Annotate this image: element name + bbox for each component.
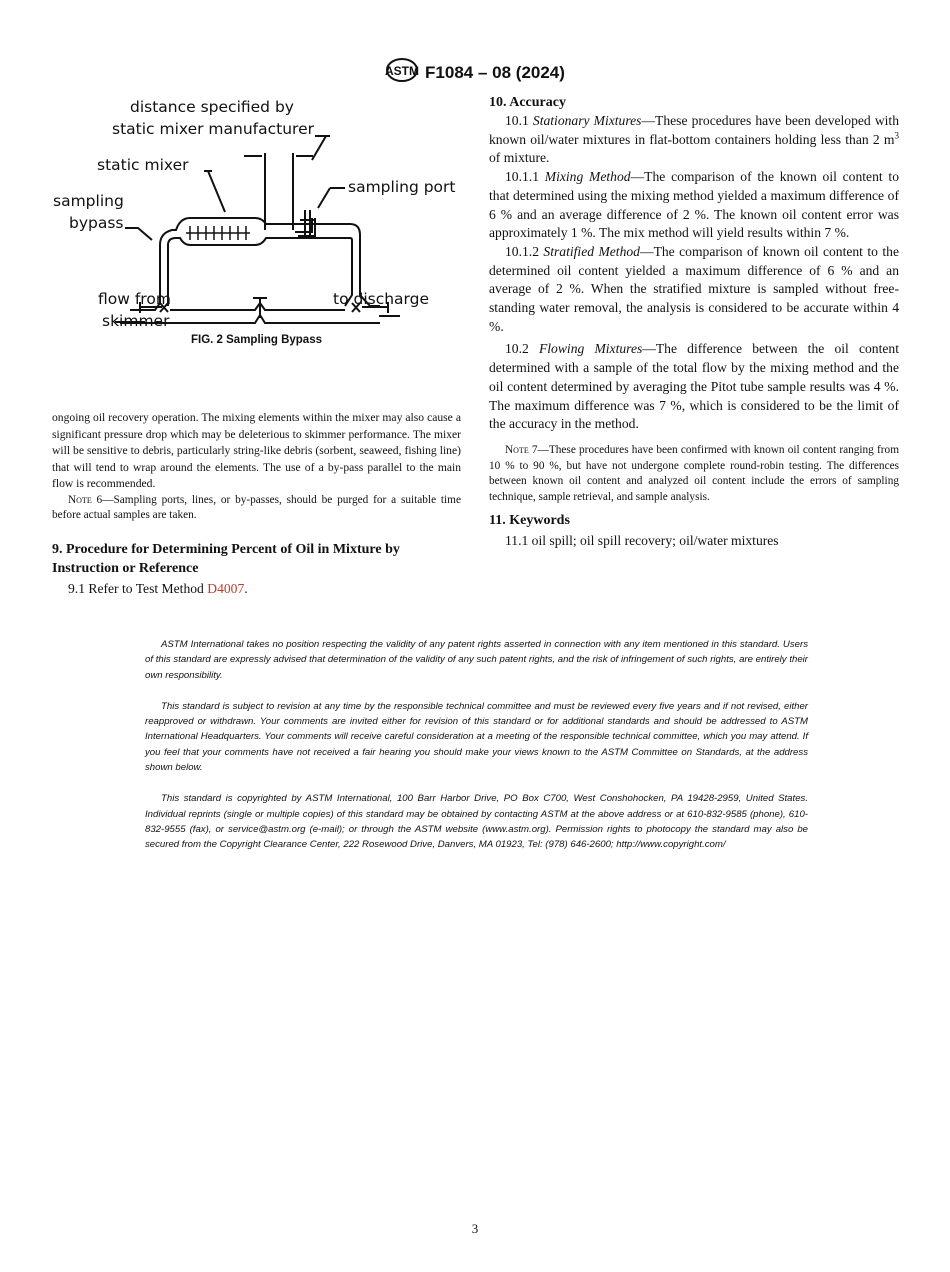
paragraph-11-1: 11.1 oil spill; oil spill recovery; oil/water mixtures [505,533,779,549]
section-11-heading: 11. Keywords [489,513,570,529]
label-distance-line1: distance specified by [130,98,294,116]
label-sampling-port: sampling port [348,178,456,196]
label-bypass: bypass [69,214,124,232]
label-skimmer: skimmer [102,312,170,330]
label-distance-line2: static mixer manufacturer [112,120,314,138]
paragraph-10-1: 10.1 Stationary Mixtures—These procedures have been developed with known oil/water mixtures in flat-bottom containers holding less than 2 $m^3$ of mixture. [489,113,899,166]
designation: F1084 – 08 (2024) [425,63,565,82]
paragraph-10-1-2: 10.1.2 Stratified Method—The comparison of known oil content to the determined oil content yielded a maximum difference of 6 % and an average of 2 %. When the stratified mixture is sampled without free-standing water removal, the analysis is considered to be accurate within 4 %. [489,243,900,334]
section-9-heading: 9. Procedure for Determining Percent of Oil in Mixture by Instruction or Reference [52,541,400,576]
copyright-notice: This standard is copyrighted by ASTM International, 100 Barr Harbor Drive, PO Box C700, West Conshohocken, PA 19428-2959, United States. Individual reprints (single or multiple copies) of this standard may be obtained by contacting ASTM at the above address or at 610-832-9585 (phone), 610-832-9555 (fax), or service@astm.org (e-mail); or through the ASTM website (www.astm.org). Permission rights to photocopy the standard may also be secured from the Copyright Clearance Center, 222 Rosewood Drive, Danvers, MA 01923, Tel: (978) 646-2600; http://www.copyright.com/ [145,793,808,851]
section-10-heading: 10. Accuracy [489,95,566,110]
label-flow-from: flow from [98,290,171,308]
paragraph-10-2: 10.2 Flowing Mixtures—The difference between the oil content determined with a sample of the total flow by the mixing method and the oil content determined by averaging the Pitot tube sample results was 4 %. The maximum difference was 7 %, which is considered to be the limit of the accuracy in the method. [489,341,899,432]
patent-notice: ASTM International takes no position respecting the validity of any patent rights asserted in connection with any item mentioned in this standard. Users of this standard are expressly advised that determination of the validity of any such patent rights, and the risk of infringement of such rights, are entirely their own responsibility. [145,639,808,681]
paragraph-9-1: 9.1 Refer to Test Method D4007. [68,580,248,596]
figure-caption: FIG. 2 Sampling Bypass [190,334,322,346]
footer-notices [145,637,808,853]
svg-text:ASTM: ASTM [385,64,420,78]
paragraph-10-1-1: 10.1.1 Mixing Method—The comparison of the known oil content to that determined using the mixing method yielded a maximum difference of 6 % and an average difference of 2 %. The known oil content error was approximately 1 %. The mix method will yield results within 7 %. [489,169,900,241]
label-to-discharge: to discharge [333,290,430,308]
page-header [0,57,950,83]
left-column [52,410,461,598]
note-6: Note 6—Sampling ports, lines, or by-passes, should be purged for a suitable time before actual samples are taken. [52,493,461,522]
note-7: Note 7—These procedures have been confirmed with known oil content ranging from 10 % to 90 %, but have not undergone complete round-robin testing. The differences between known oil content and analyzed oil content include the errors of sampling technique, sample retrieval, and sample analysis. [489,443,899,503]
d4007-link[interactable]: D4007 [207,580,245,596]
paragraph-continued: ongoing oil recovery operation. The mixing elements within the mixer may also cause a significant pressure drop which may be deleterious to skimmer performance. The mixer will be sensitive to debris, particularly string-like debris (sorbent, seaweed, fishing line) that will tend to wrap around the elements. The use of a by-pass parallel to the main flow is recommended. [52,411,461,490]
astm-logo-icon [385,57,419,83]
page-number: 3 [471,1221,479,1236]
right-column [489,93,899,551]
revision-notice: This standard is subject to revision at any time by the responsible technical committee and must be reviewed every five years and if not revised, either reapproved or withdrawn. Your comments are invited either for revision of this standard or for additional standards and should be addressed to ASTM International Headquarters. Your comments will receive careful consideration at a meeting of the responsible technical committee, which you may attend. If you feel that your comments have not received a fair hearing you should make your views known to the ASTM Committee on Standards, at the address shown below. [145,700,808,774]
sampling-bypass-figure [40,90,470,330]
label-static-mixer: static mixer [97,156,189,174]
label-sampling: sampling [53,192,124,210]
